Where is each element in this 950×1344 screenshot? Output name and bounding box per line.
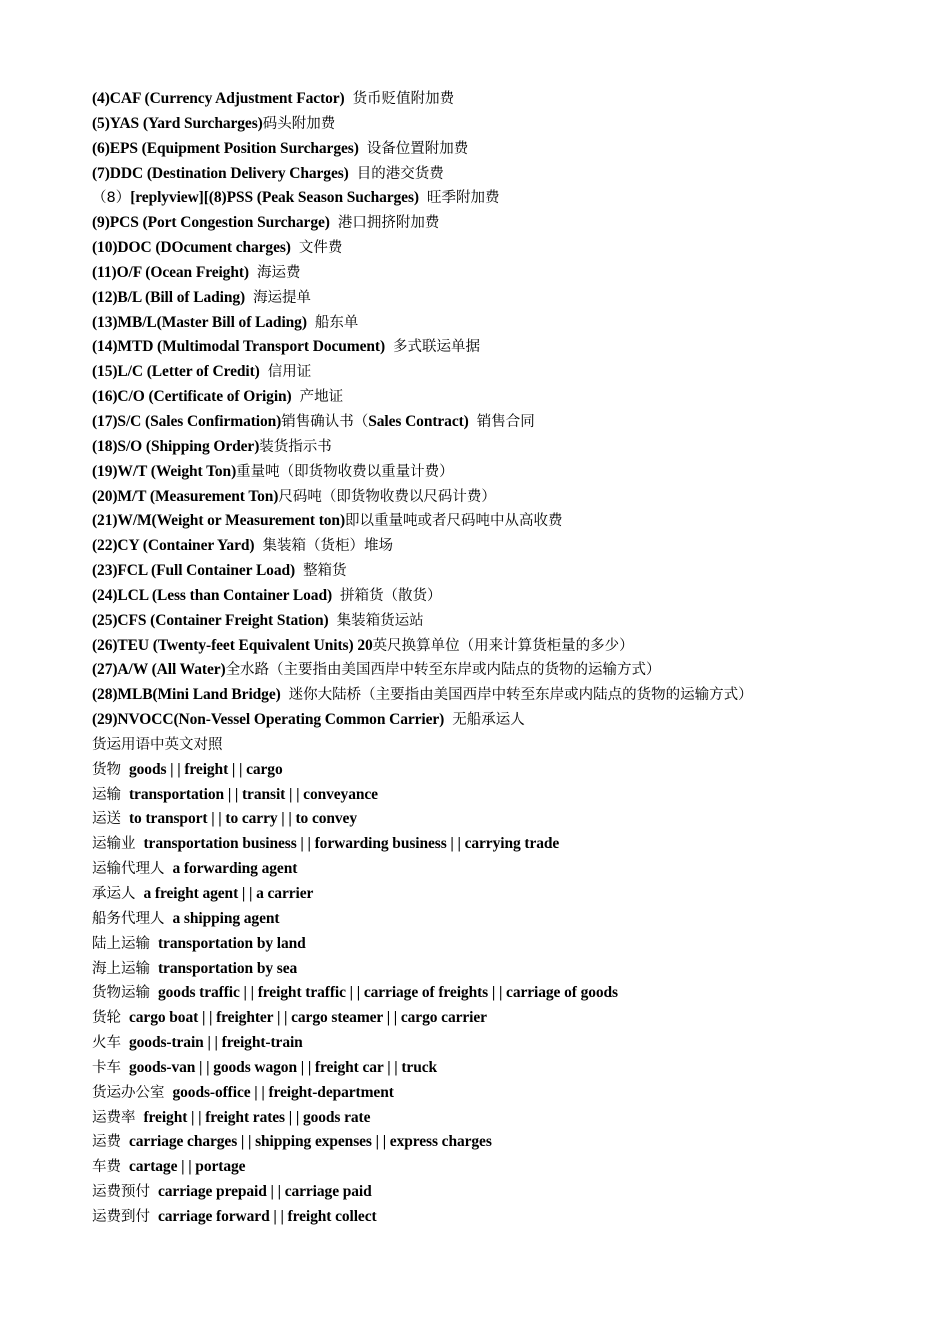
glossary-english: goods-office | | freight-department	[172, 1083, 394, 1101]
term-chinese: 尺码吨（即货物收费以尺码计费）	[278, 488, 496, 505]
glossary-row	[92, 980, 932, 1005]
glossary-english: transportation by sea	[158, 959, 298, 977]
term-line	[92, 558, 932, 583]
term-english: (4)CAF (Currency Adjustment Factor)	[92, 90, 345, 107]
term-line	[92, 359, 932, 384]
term-english: (18)S/O (Shipping Order)	[92, 437, 260, 455]
glossary-row	[92, 1105, 932, 1130]
glossary-chinese: 货物运输	[92, 985, 150, 1002]
term-line	[92, 657, 932, 682]
glossary-row	[92, 1204, 932, 1229]
term-english: (5)YAS (Yard Surcharges)	[92, 114, 263, 132]
term-line	[92, 682, 932, 707]
term-english: (22)CY (Container Yard)	[92, 537, 255, 555]
glossary-row	[92, 806, 932, 831]
term-english: (25)CFS (Container Freight Station)	[92, 611, 329, 629]
glossary-row	[92, 1080, 932, 1105]
glossary-chinese: 货运办公室	[92, 1084, 165, 1101]
glossary-chinese: 船务代理人	[92, 910, 165, 927]
abbreviation-list	[92, 86, 932, 732]
glossary-row	[92, 757, 932, 782]
glossary-chinese: 运费率	[92, 1109, 136, 1126]
term-line	[92, 434, 932, 459]
glossary-chinese: 海上运输	[92, 960, 150, 977]
term-line	[92, 707, 932, 732]
glossary-english: carriage prepaid | | carriage paid	[158, 1183, 372, 1201]
term-chinese: 船东单	[314, 314, 359, 331]
term-english: (16)C/O (Certificate of Origin)	[92, 388, 292, 406]
glossary-list	[92, 757, 932, 1229]
glossary-chinese: 货物	[92, 761, 121, 778]
glossary-chinese: 货轮	[92, 1010, 121, 1027]
term-english: (11)O/F (Ocean Freight)	[92, 263, 249, 281]
glossary-english: transportation business | | forwarding business | | carrying trade	[143, 835, 560, 853]
term-line	[92, 310, 932, 335]
term-english: [replyview][(8)PSS (Peak Season Sucharges)	[130, 189, 419, 207]
glossary-english: carriage charges | | shipping expenses | | express charges	[129, 1133, 492, 1151]
glossary-chinese: 运输	[92, 786, 121, 803]
glossary-row	[92, 906, 932, 931]
term-chinese: 信用证	[267, 364, 312, 381]
term-line	[92, 136, 932, 161]
term-line	[92, 384, 932, 409]
term-chinese: 无船承运人	[452, 712, 525, 729]
term-english: (26)TEU (Twenty-feet Equivalent Units) 20	[92, 636, 373, 654]
glossary-english: transportation by land	[158, 934, 306, 952]
term-line	[92, 86, 932, 111]
term-line	[92, 235, 932, 260]
term-english: (28)MLB(Mini Land Bridge)	[92, 686, 281, 704]
glossary-english: a shipping agent	[172, 909, 280, 927]
term-chinese: 全水路（主要指由美国西岸中转至东岸或内陆点的货物的运输方式）	[225, 662, 661, 679]
glossary-chinese: 运送	[92, 811, 121, 828]
glossary-english: cartage | | portage	[129, 1158, 246, 1176]
term-chinese: 重量吨（即货物收费以重量计费）	[236, 463, 454, 480]
term-english: (27)A/W (All Water)	[92, 661, 226, 679]
term-english: (12)B/L (Bill of Lading)	[92, 288, 246, 306]
term-line	[92, 111, 932, 136]
glossary-chinese: 承运人	[92, 886, 136, 902]
term-line	[92, 161, 932, 186]
term-english: (10)DOC (DOcument charges)	[92, 239, 291, 257]
term-line	[92, 409, 932, 434]
term-line	[92, 633, 932, 658]
term-prefix: （8）	[92, 190, 131, 207]
term-line	[92, 185, 932, 210]
term-line	[92, 533, 932, 558]
term-chinese: 拼箱货（散货）	[340, 587, 442, 604]
term-english: (7)DDC (Destination Delivery Charges)	[92, 164, 349, 182]
glossary-chinese: 火车	[92, 1035, 121, 1052]
glossary-row	[92, 1030, 932, 1055]
term-line	[92, 508, 932, 533]
glossary-chinese: 运费到付	[92, 1208, 150, 1225]
term-chinese: 目的港交货费	[356, 165, 444, 182]
glossary-chinese: 运输代理人	[92, 861, 165, 878]
glossary-english: transportation | | transit | | conveyance	[129, 785, 378, 803]
term-english: (29)NVOCC(Non-Vessel Operating Common Carrier)	[92, 711, 445, 729]
term-chinese: 文件费	[298, 240, 343, 257]
glossary-english: carriage forward | | freight collect	[158, 1207, 377, 1225]
term-english: (21)W/M(Weight or Measurement ton)	[92, 512, 346, 530]
glossary-chinese: 卡车	[92, 1059, 121, 1076]
glossary-english: goods-train | | freight-train	[129, 1034, 303, 1052]
term-english: (24)LCL (Less than Container Load)	[92, 586, 333, 604]
glossary-row	[92, 931, 932, 956]
term-chinese: 英尺换算单位（用来计算货柜量的多少）	[372, 637, 634, 654]
glossary-row	[92, 782, 932, 807]
glossary-english: goods | | freight | | cargo	[129, 760, 283, 778]
glossary-row	[92, 856, 932, 881]
glossary-row	[92, 1005, 932, 1030]
term-chinese: 迷你大陆桥（主要指由美国西岸中转至东岸或内陆点的货物的运输方式）	[288, 687, 753, 704]
glossary-chinese: 运费	[92, 1134, 121, 1151]
term-chinese: 集装箱货运站	[336, 612, 424, 629]
term-english: (9)PCS (Port Congestion Surcharge)	[92, 214, 330, 232]
term-english: (15)L/C (Letter of Credit)	[92, 363, 260, 381]
term-chinese: 产地证	[299, 389, 344, 406]
term-line	[92, 459, 932, 484]
term-line	[92, 334, 932, 359]
term-chinese: 海运提单	[253, 289, 312, 306]
glossary-english: goods-van | | goods wagon | | freight car | | truck	[129, 1058, 438, 1076]
glossary-chinese: 车费	[92, 1159, 121, 1176]
term-chinese: 装货指示书	[259, 438, 332, 455]
term-chinese: 整箱货	[303, 563, 347, 580]
glossary-chinese: 陆上运输	[92, 935, 150, 952]
term-chinese: 货币贬值附加费	[352, 91, 455, 107]
term-line	[92, 583, 932, 608]
term-chinese: 销售确认书（	[281, 413, 369, 430]
term-line	[92, 260, 932, 285]
glossary-chinese: 运输业	[92, 836, 136, 853]
term-line	[92, 285, 932, 310]
term-chinese: 即以重量吨或者尺码吨中从高收费	[345, 513, 563, 530]
glossary-heading: 货运用语中英文对照	[92, 736, 223, 753]
term-chinese: 旺季附加费	[426, 190, 500, 207]
term-line	[92, 608, 932, 633]
term-english: (19)W/T (Weight Ton)	[92, 462, 237, 480]
glossary-row	[92, 1055, 932, 1080]
term-chinese: 设备位置附加费	[366, 140, 469, 157]
glossary-english: freight | | freight rates | | goods rate	[143, 1108, 371, 1126]
glossary-english: a freight agent | | a carrier	[143, 885, 314, 902]
term-chinese: 港口拥挤附加费	[337, 215, 440, 232]
term-chinese: 海运费	[256, 264, 301, 281]
glossary-english: a forwarding agent	[172, 860, 298, 878]
glossary-row	[92, 1129, 932, 1154]
term-chinese: 码头附加费	[262, 115, 336, 132]
term-english: (13)MB/L(Master Bill of Lading)	[92, 313, 307, 331]
term-english: (23)FCL (Full Container Load)	[92, 562, 296, 580]
glossary-row	[92, 956, 932, 981]
glossary-english: goods traffic | | freight traffic | | carriage of freights | | carriage of goods	[158, 984, 618, 1002]
term-chinese-secondary: 销售合同	[476, 413, 535, 430]
glossary-english: cargo boat | | freighter | | cargo steamer | | cargo carrier	[129, 1009, 487, 1027]
term-english: (17)S/C (Sales Confirmation)	[92, 412, 282, 430]
term-english: (14)MTD (Multimodal Transport Document)	[92, 338, 386, 356]
glossary-row	[92, 831, 932, 856]
glossary-row	[92, 1179, 932, 1204]
term-chinese: 多式联运单据	[393, 339, 481, 356]
glossary-row	[92, 881, 932, 906]
term-english-secondary: Sales Contract)	[368, 412, 469, 430]
glossary-row	[92, 1154, 932, 1179]
term-line	[92, 210, 932, 235]
glossary-english: to transport | | to carry | | to convey	[129, 810, 357, 828]
document-body	[92, 86, 932, 1229]
term-line	[92, 484, 932, 509]
term-english: (20)M/T (Measurement Ton)	[92, 487, 279, 505]
term-chinese: 集装箱（货柜）堆场	[262, 538, 393, 555]
glossary-chinese: 运费预付	[92, 1184, 150, 1201]
term-english: (6)EPS (Equipment Position Surcharges)	[92, 139, 359, 157]
